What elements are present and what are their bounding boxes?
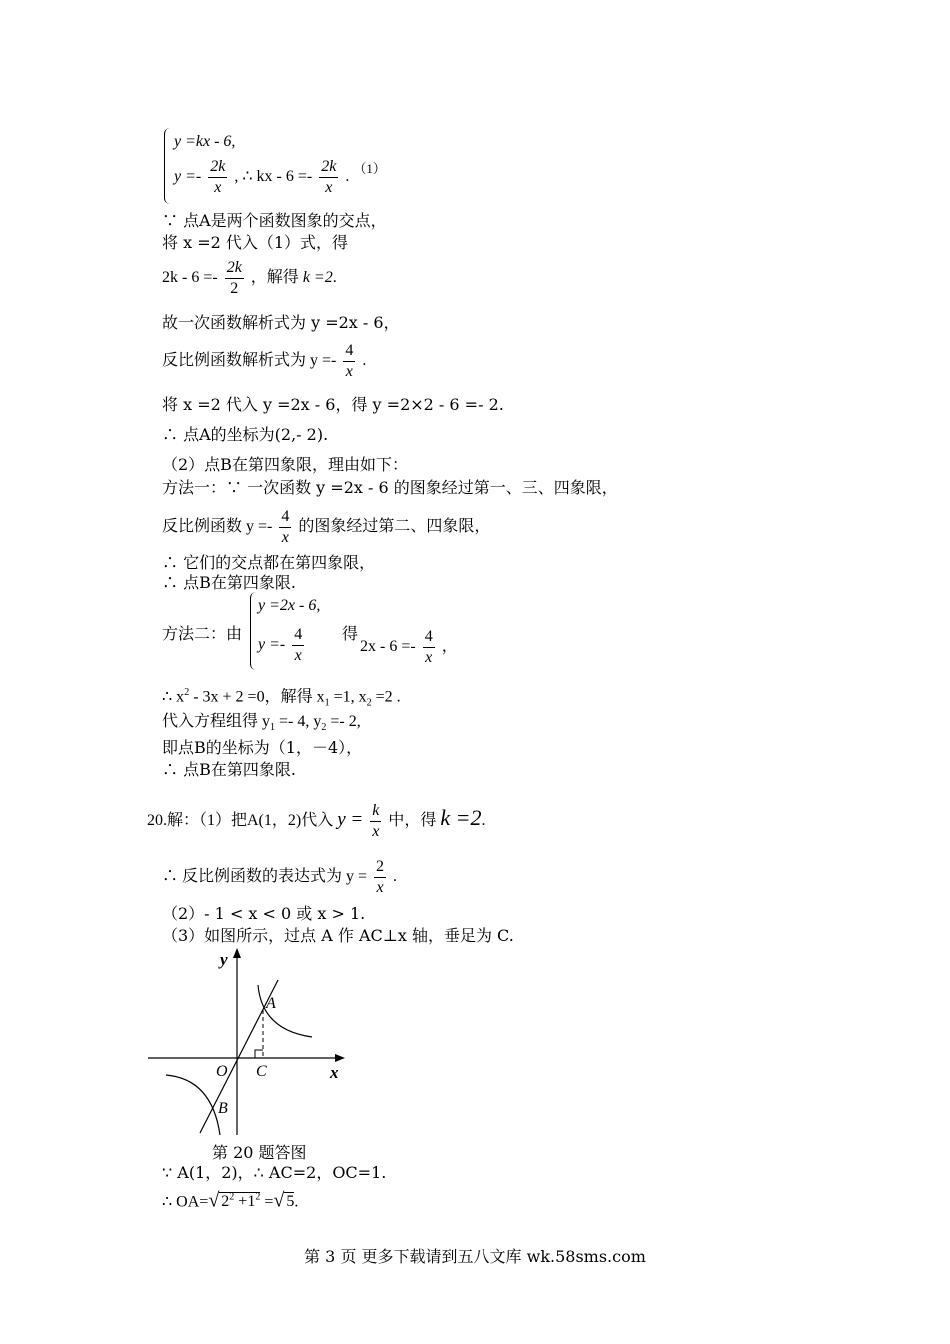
right-angle-mark [255, 1050, 263, 1058]
text-line: 将 x =2 代入（1）式，得 [162, 233, 349, 252]
equation-line: 2x - 6 =- $\frac{4}{x}$ ， [360, 628, 458, 666]
equation-line: 20.解：（1）把A(1，2)代入 y = $\frac{k}{x}$ 中，得 k =2. [147, 802, 486, 840]
equation-line: y =2x - 6, [258, 597, 321, 614]
text-line: （2）点B在第四象限，理由如下： [162, 455, 408, 474]
text-line: 将 x =2 代入 y =2x - 6，得 y =2×2 - 6 =- 2. [162, 395, 504, 414]
equation-line: 2k - 6 =- $\frac{2k}{2}$ ，解得 k =2. [162, 259, 337, 297]
figure-caption: 第 20 题答图 [212, 1143, 307, 1162]
equation-line: 反比例函数 y =- $\frac{4}{x}$ 的图象经过第二、四象限， [162, 508, 491, 546]
text-line: 方法一：∵ 一次函数 y =2x - 6 的图象经过第一、三、四象限， [162, 478, 618, 497]
equation-line: ∴ 反比例函数的表达式为 y = $\frac{2}{x}$ . [162, 858, 398, 896]
equation-line: y =- $\frac{4}{x}$ [258, 626, 303, 664]
text-line: 故一次函数解析式为 y =2x - 6， [162, 313, 400, 332]
text-line: ∵ 点A是两个函数图象的交点， [162, 211, 387, 230]
equation-line: 代入方程组得 $y_1 =- 4$, $y_2 =- 2$, [162, 713, 361, 734]
point-c-label: C [256, 1063, 267, 1080]
point-a-label: A [266, 995, 276, 1012]
text-line: 即点B的坐标为（1，－4）， [162, 738, 363, 757]
text-line: ∴ 点B在第四象限. [162, 573, 296, 592]
text-line: （3）如图所示，过点 A 作 AC⊥x 轴，垂足为 C. [162, 926, 514, 945]
text-line: 得 [342, 624, 359, 643]
text-line: 方法二：由 [162, 624, 243, 643]
origin-label: O [216, 1063, 228, 1080]
hyperbola-branch-3 [166, 1075, 220, 1135]
page-footer: 第 3 页 更多下载请到五八文库 wk.58sms.com [304, 1247, 646, 1266]
text-line: （2）- 1 < x < 0 或 x > 1. [162, 904, 366, 923]
equation-line: y =- $\frac{2k}{x}$ , ∴ kx - 6 =- $\frac{2k}{x}$ . $^{(1)}$ [174, 158, 386, 196]
system-brace-2 [250, 592, 257, 670]
y-axis-arrow [233, 948, 241, 958]
text-line: ∵ A(1，2)，∴ AC=2，OC=1. [162, 1163, 387, 1182]
graph-figure [140, 945, 360, 1145]
text-line: ∴ 点B在第四象限. [162, 760, 296, 779]
text-line: ∴ 点A的坐标为(2,- 2). [162, 425, 329, 444]
x-axis-arrow [335, 1054, 345, 1062]
equation-line: 反比例函数解析式为 y =- $\frac{4}{x}$ . [162, 342, 367, 380]
equation-line: ∴ $x^2 - 3x + 2 =0$，解得 $x_1 =1$, $x_2 =2$ . [162, 687, 401, 709]
system-brace-1 [164, 128, 171, 204]
point-b-label: B [218, 1100, 228, 1117]
equation-line: ∴ OA=√ $2^2 +1^2$ =√ 5. [162, 1189, 299, 1212]
y-axis-label: y [220, 950, 228, 969]
text-line: ∴ 它们的交点都在第四象限， [162, 553, 376, 572]
equation-line: y =kx - 6, [174, 133, 236, 150]
x-axis-label: x [330, 1063, 339, 1082]
